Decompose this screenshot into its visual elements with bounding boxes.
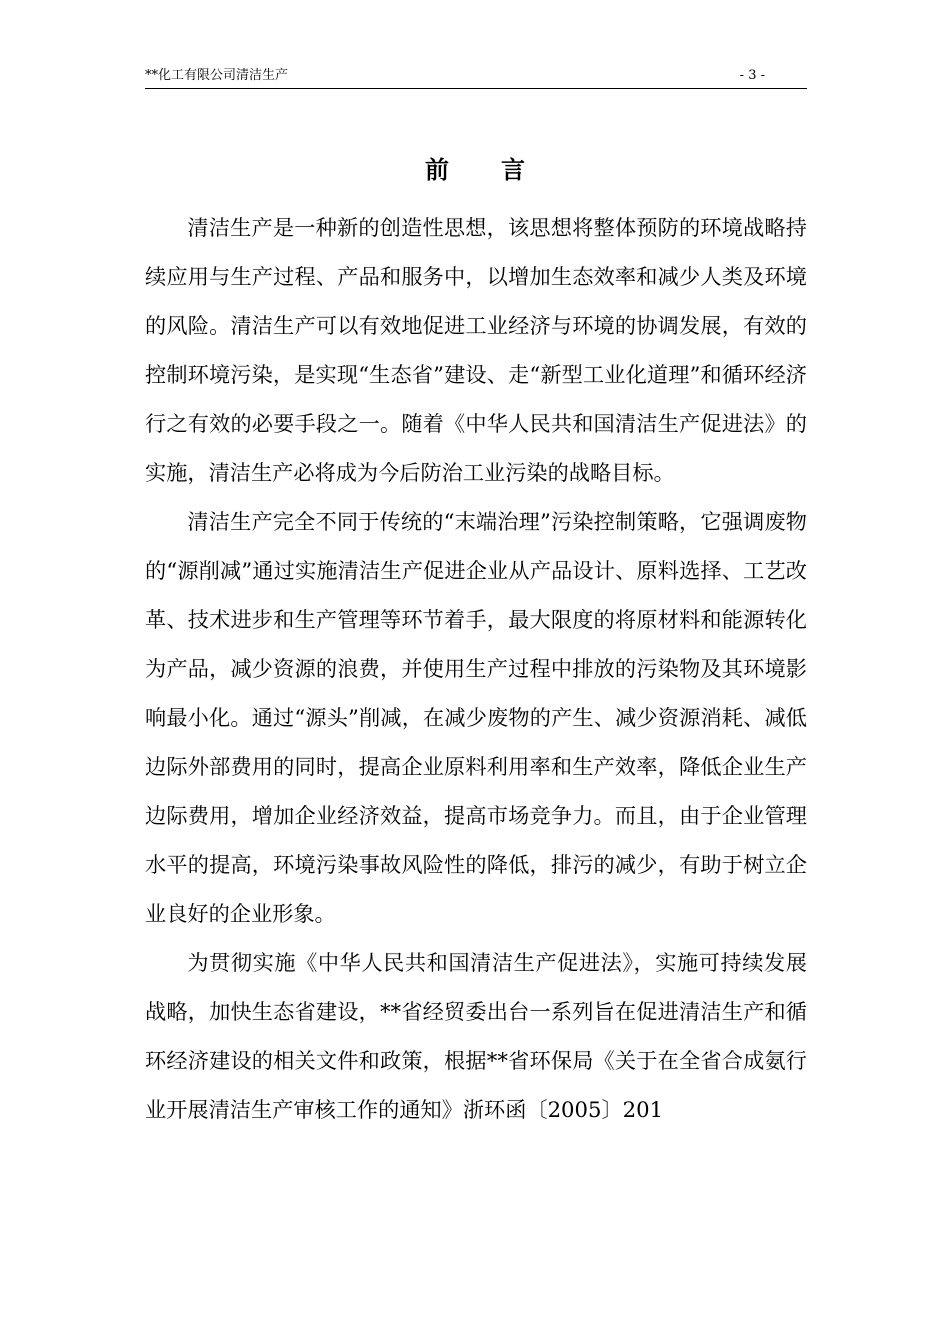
- header-company-title: **化工有限公司清洁生产: [145, 68, 289, 83]
- page-number: - 3 -: [739, 68, 765, 83]
- page-title: 前言: [425, 155, 577, 184]
- page-header: [145, 66, 807, 89]
- paragraph-1: 清洁生产是一种新的创造性思想，该思想将整体预防的环境战略持续应用与生产过程、产品和服务中，以增加生态效率和减少人类及环境的风险。清洁生产可以有效地促进工业经济与环境的协调发展，有效的控制环境污染，是实现“生态省”建设、走“新型工业化道理”和循环经济行之有效的必要手段之一。随着《中华人民共和国清洁生产促进法》的实施，清洁生产必将成为今后防治工业污染的战略目标。: [145, 215, 807, 485]
- paragraph-3: 为贯彻实施《中华人民共和国清洁生产促进法》，实施可持续发展战略，加快生态省建设，**省经贸委出台一系列旨在促进清洁生产和循环经济建设的相关文件和政策，根据**省环保局《关于在全省合成氨行业开展清洁生产审核工作的通知》浙环函〔2005〕201: [145, 950, 807, 1122]
- paragraph-2: 清洁生产完全不同于传统的“末端治理”污染控制策略，它强调废物的“源削减”通过实施清洁生产促进企业从产品设计、原料选择、工艺改革、技术进步和生产管理等环节着手，最大限度的将原材料和能源转化为产品，减少资源的浪费，并使用生产过程中排放的污染物及其环境影响最小化。通过“源头”削减，在减少废物的产生、减少资源消耗、减低边际外部费用的同时，提高企业原料利用率和生产效率，降低企业生产边际费用，增加企业经济效益，提高市场竞争力。而且，由于企业管理水平的提高，环境污染事故风险性的降低，排污的减少，有助于树立企业良好的企业形象。: [145, 509, 807, 926]
- document-body: [145, 203, 807, 1134]
